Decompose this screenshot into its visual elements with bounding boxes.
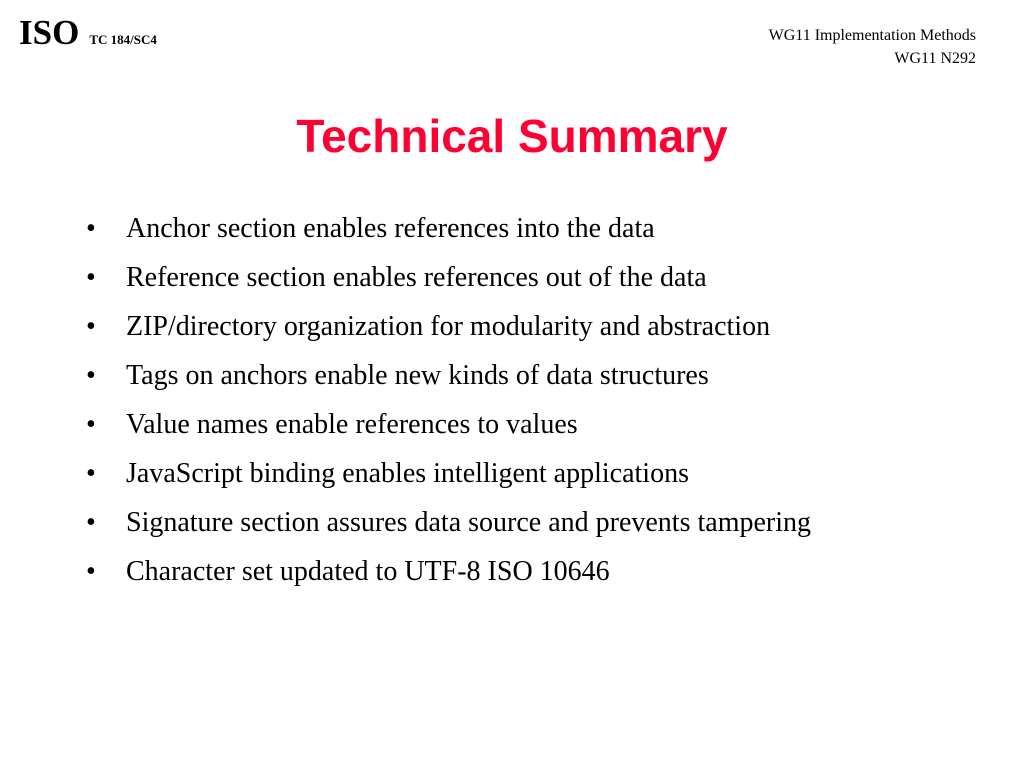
bullet-text: Anchor section enables references into the data bbox=[126, 213, 655, 244]
bullet-item bbox=[0, 307, 916, 347]
bullet-point-icon: • bbox=[86, 409, 96, 440]
bullet-text: JavaScript binding enables intelligent applications bbox=[126, 458, 689, 489]
bullet-item bbox=[0, 552, 916, 592]
bullet-item bbox=[0, 209, 916, 249]
bullet-list bbox=[0, 209, 1024, 601]
committee-label: TC 184/SC4 bbox=[89, 32, 157, 47]
document-header bbox=[769, 24, 976, 70]
bullet-item bbox=[0, 454, 916, 494]
bullet-point-icon: • bbox=[86, 213, 96, 244]
bullet-point-icon: • bbox=[86, 311, 96, 342]
bullet-point-icon: • bbox=[86, 556, 96, 587]
iso-logo-text: ISO bbox=[19, 13, 80, 52]
bullet-point-icon: • bbox=[86, 507, 96, 538]
working-group-line: WG11 Implementation Methods bbox=[768, 27, 976, 44]
bullet-text: Reference section enables references out of the data bbox=[126, 262, 707, 293]
bullet-text: ZIP/directory organization for modularity and abstraction bbox=[126, 311, 771, 342]
slide-title: Technical Summary bbox=[296, 110, 728, 162]
iso-header-mark bbox=[19, 13, 157, 53]
bullet-item bbox=[0, 405, 916, 445]
document-number: WG11 N292 bbox=[894, 50, 976, 67]
bullet-item bbox=[0, 356, 916, 396]
bullet-item bbox=[0, 503, 916, 543]
bullet-text: Tags on anchors enable new kinds of data structures bbox=[126, 360, 709, 391]
bullet-point-icon: • bbox=[86, 262, 96, 293]
bullet-text: Character set updated to UTF-8 ISO 10646 bbox=[126, 556, 610, 587]
bullet-text: Value names enable references to values bbox=[126, 409, 578, 440]
bullet-item bbox=[0, 258, 916, 298]
bullet-point-icon: • bbox=[86, 458, 96, 489]
bullet-text: Signature section assures data source and prevents tampering bbox=[126, 507, 812, 538]
bullet-point-icon: • bbox=[86, 360, 96, 391]
